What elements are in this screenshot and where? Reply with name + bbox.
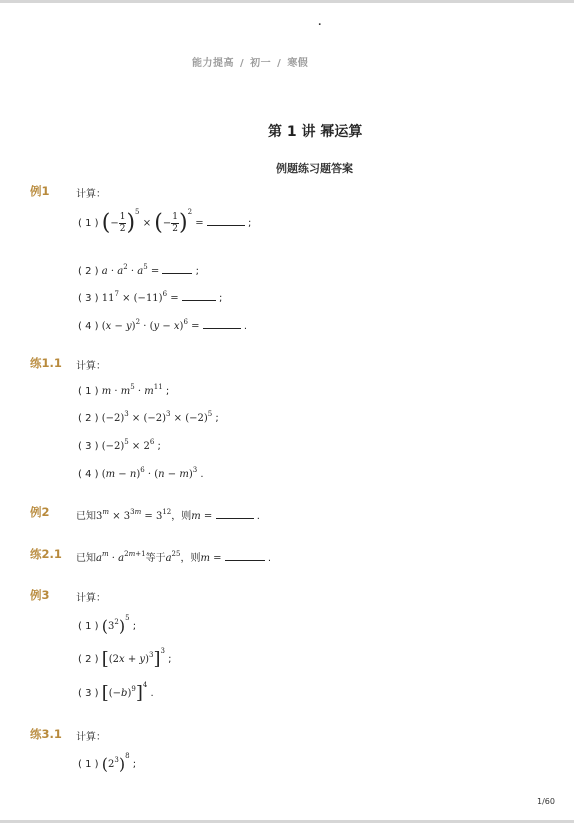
- item-number: ( 2 ): [78, 266, 99, 277]
- equals-word: 等于: [145, 553, 166, 564]
- practice-1-1-item-2: ( 2 ) $(-2)^3 \times (-2)^3 \times (-2)^5$ ;: [78, 410, 219, 424]
- breadcrumb-grade: 初一: [250, 58, 272, 69]
- lecture-title: 第 1 讲 幂运算: [268, 124, 363, 140]
- practice-1-1-item-3: ( 3 ) $(-2)^5 \times 2^6$ ;: [78, 438, 161, 452]
- header-dot: .: [318, 18, 322, 28]
- practice-1-1-label: 练1.1: [30, 356, 62, 370]
- practice-3-1-prompt: 计算：: [76, 732, 106, 743]
- breadcrumb-level: 能力提高: [192, 58, 234, 69]
- example-3-item-1: ( 1 ) $(3^2)^5$ ;: [78, 614, 137, 636]
- item-number: ( 2 ): [78, 413, 99, 424]
- example-1-label: 例1: [30, 184, 50, 198]
- end-punct: .: [267, 553, 272, 564]
- item-number: ( 1 ): [78, 218, 99, 229]
- practice-1-1-item-4: ( 4 ) $(m - n)^6 \cdot (n - m)^3$ .: [78, 466, 204, 480]
- breadcrumb-term: 寒假: [287, 58, 309, 69]
- example-3-prompt: 计算：: [76, 593, 106, 604]
- practice-1-1-prompt: 计算：: [76, 361, 106, 372]
- item-number: ( 4 ): [78, 321, 99, 332]
- example-1-item-3: ( 3 ) $11^7 \times (-11)^6$ = ;: [78, 290, 223, 304]
- practice-2-1-label: 练2.1: [30, 547, 62, 561]
- example-3-label: 例3: [30, 588, 50, 602]
- section-title: 例题练习题答案: [276, 162, 353, 175]
- practice-3-1-item-1: ( 1 ) $(2^3)^8$ ;: [78, 752, 137, 774]
- example-3-item-2: ( 2 ) $[(2x + y)^3]^3$ ;: [78, 647, 172, 670]
- breadcrumb-separator: /: [240, 58, 245, 69]
- item-number: ( 3 ): [78, 293, 99, 304]
- practice-1-1-item-1: ( 1 ) $m \cdot m^5 \cdot m^{11}$ ;: [78, 383, 170, 397]
- example-3-item-3: ( 3 ) $[(-b)^9]^4$ .: [78, 681, 154, 704]
- known-word: 已知: [76, 511, 96, 522]
- page-number: 1/60: [537, 797, 555, 806]
- item-number: ( 1 ): [78, 386, 99, 397]
- item-number: ( 1 ): [78, 621, 99, 632]
- item-number: ( 4 ): [78, 469, 99, 480]
- example-2-statement: 已知$3^m \times 3^{3m} = 3^{12}$，则m = .: [76, 508, 260, 522]
- item-number: ( 2 ): [78, 654, 99, 665]
- practice-3-1-label: 练3.1: [30, 727, 62, 741]
- known-word: 已知: [76, 553, 96, 564]
- example-1-item-2: ( 2 ) $a \cdot a^2 \cdot a^5$ = ;: [78, 263, 199, 277]
- end-punct: .: [256, 511, 260, 522]
- top-border: [0, 0, 574, 3]
- breadcrumb-separator: /: [277, 58, 282, 69]
- practice-2-1-statement: 已知$a^m \cdot a^{2m+1}$等于$a^{25}$，则m = .: [76, 550, 272, 564]
- then-word: ，则: [171, 511, 192, 522]
- item-number: ( 3 ): [78, 441, 99, 452]
- item-number: ( 1 ): [78, 759, 99, 770]
- example-1-item-1: ( 1 ) (− $\frac{1}{2}$ )$^5$ × (− $\frac{1}{2}$ )$^2$ = ;: [78, 208, 252, 236]
- breadcrumb: [192, 54, 308, 69]
- example-1-prompt: 计算：: [76, 189, 106, 200]
- example-2-label: 例2: [30, 505, 50, 519]
- item-number: ( 3 ): [78, 688, 99, 699]
- then-word: ，则: [180, 553, 201, 564]
- example-1-item-4: ( 4 ) $(x - y)^2 \cdot (y - x)^6$ = .: [78, 318, 248, 332]
